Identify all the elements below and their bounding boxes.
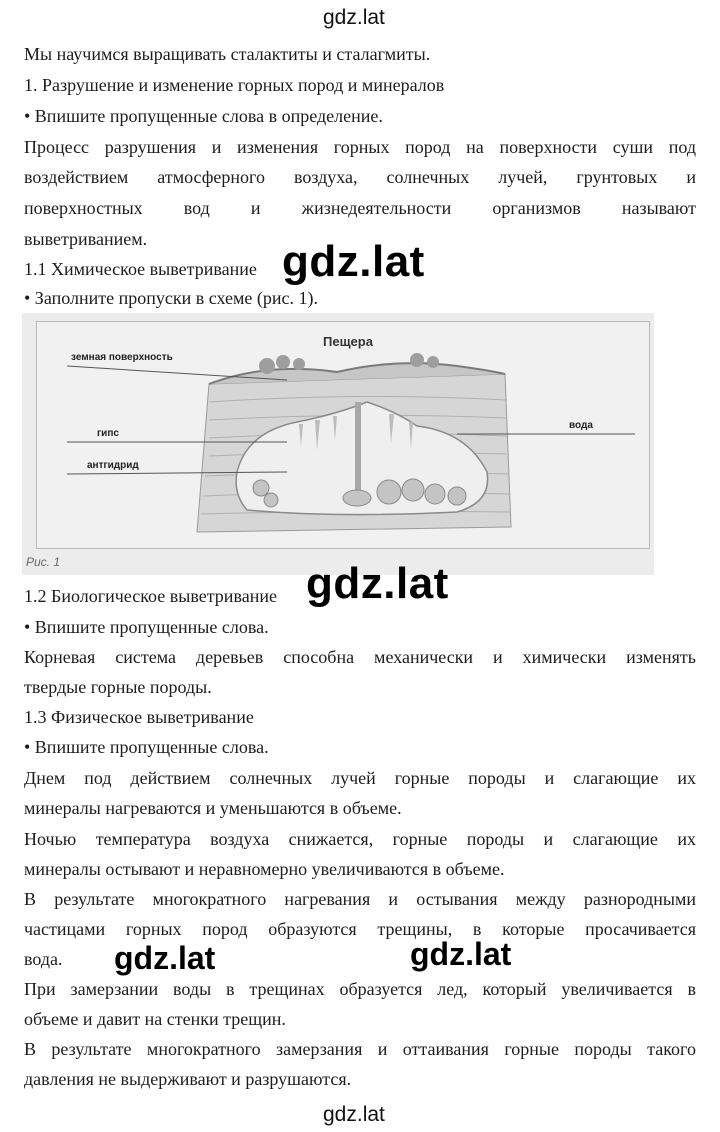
paragraph-5-line-2: частицами горных пород образуются трещины, в которые просачивается	[24, 919, 696, 939]
label-water: вода	[569, 420, 593, 431]
watermark-mid-1: gdz.lat	[114, 940, 216, 976]
paragraph-3-line-2: минералы нагреваются и уменьшаются в объеме.	[24, 798, 402, 818]
paragraph-1-line-1: Процесс разрушения и изменения горных пород на поверхности суши под	[24, 137, 696, 157]
cave-figure	[22, 313, 654, 575]
paragraph-2-line-2: твердые горные породы.	[24, 677, 212, 697]
paragraph-3-line-1: Днем под действием солнечных лучей горные породы и слагающие их	[24, 768, 696, 788]
paragraph-4-line-2: минералы остывают и неравномерно увеличиваются в объеме.	[24, 859, 505, 879]
instruction-1-1: • Заполните пропуски в схеме (рис. 1).	[24, 288, 318, 308]
paragraph-1-line-2: воздействием атмосферного воздуха, солнечных лучей, грунтовых и	[24, 167, 696, 187]
paragraph-5-line-1: В результате многократного нагревания и остывания между разнородными	[24, 889, 696, 909]
section-1-heading: 1. Разрушение и изменение горных пород и минералов	[24, 75, 445, 95]
watermark-mid-2: gdz.lat	[410, 936, 512, 972]
section-1-2-heading: 1.2 Биологическое выветривание	[24, 586, 277, 606]
instruction-1-3: • Впишите пропущенные слова.	[24, 737, 269, 757]
label-gypsum: гипс	[97, 428, 119, 439]
watermark-bottom: gdz.lat	[323, 1103, 385, 1126]
paragraph-5-line-3: вода.	[24, 949, 63, 969]
paragraph-4-line-1: Ночью температура воздуха снижается, горные породы и слагающие их	[24, 829, 696, 849]
paragraph-6-line-1: При замерзании воды в трещинах образуется лед, который увеличивается в	[24, 979, 696, 999]
label-anhydrite: антгидрид	[87, 460, 139, 471]
section-1-1-heading: 1.1 Химическое выветривание	[24, 259, 257, 279]
cave-figure-frame	[36, 321, 650, 549]
watermark-big-1: gdz.lat	[282, 237, 425, 286]
paragraph-7-line-1: В результате многократного замерзания и оттаивания горные породы такого	[24, 1039, 696, 1059]
paragraph-6-line-2: объеме и давит на стенки трещин.	[24, 1009, 286, 1029]
watermark-top: gdz.lat	[323, 6, 385, 29]
figure-title: Пещера	[323, 334, 373, 349]
paragraph-7-line-2: давления не выдерживают и разрушаются.	[24, 1069, 352, 1089]
watermark-big-2: gdz.lat	[306, 559, 449, 608]
instruction-1: • Впишите пропущенные слова в определение.	[24, 106, 383, 126]
section-1-3-heading: 1.3 Физическое выветривание	[24, 707, 254, 727]
figure-caption: Рис. 1	[26, 555, 61, 569]
paragraph-2-line-1: Корневая система деревьев способна механически и химически изменять	[24, 647, 696, 667]
label-earth-surface: земная поверхность	[71, 352, 173, 363]
text-line-1: Мы научимся выращивать сталактиты и сталагмиты.	[24, 44, 431, 64]
paragraph-1-line-4: выветриванием.	[24, 229, 148, 249]
instruction-1-2: • Впишите пропущенные слова.	[24, 617, 269, 637]
paragraph-1-line-3: поверхностных вод и жизнедеятельности организмов называют	[24, 198, 696, 218]
